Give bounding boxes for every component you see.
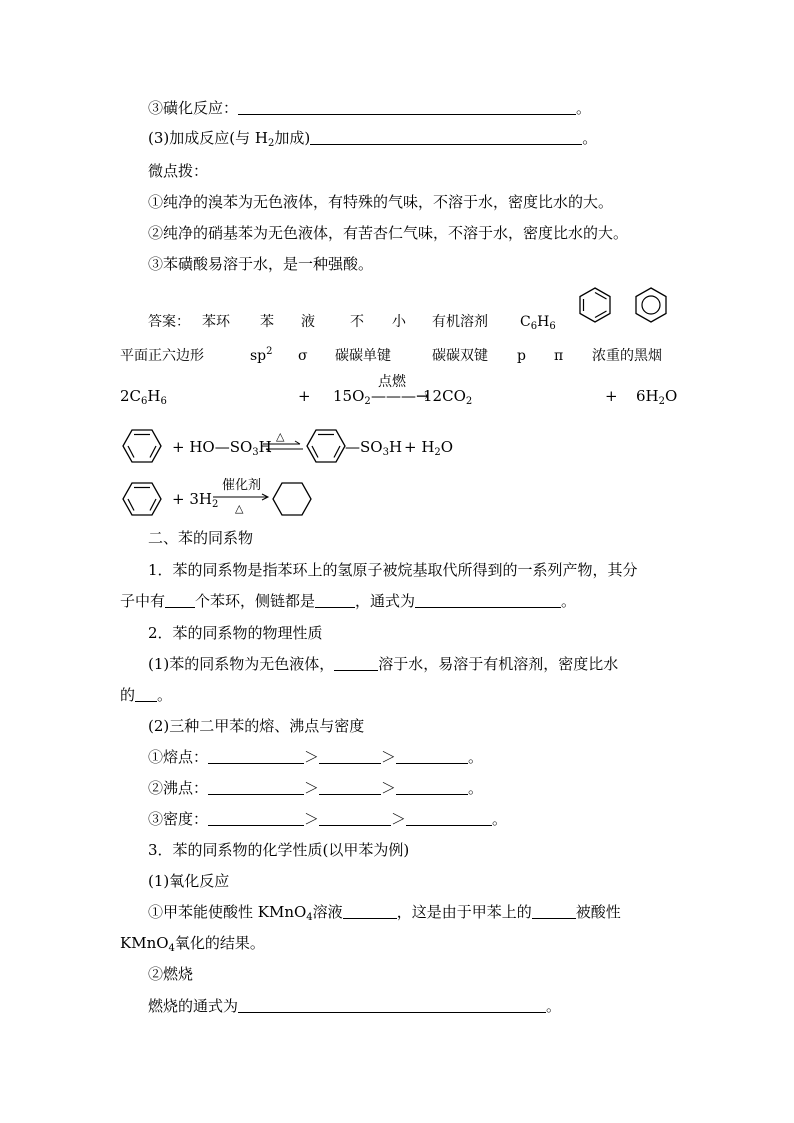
- gt-sign: ＞: [391, 810, 407, 828]
- answer-item: 碳碳双键: [432, 348, 488, 364]
- kekule-benzene-icon: [306, 428, 346, 464]
- tip-2: ②纯净的硝基苯为无色液体，有苦杏仁气味，不溶于水，密度比水的大。: [148, 224, 629, 242]
- paragraph-2-1a: [148, 654, 618, 674]
- answer-item: 有机溶剂: [432, 314, 488, 330]
- cyclohexane-icon: [272, 481, 312, 517]
- text-part: 子中有: [120, 592, 166, 610]
- text-part: ③密度：: [148, 810, 209, 828]
- benzene-formula: [520, 312, 556, 332]
- period: 。: [157, 686, 173, 704]
- paragraph-3-3: [148, 996, 561, 1016]
- answer-blank[interactable]: [315, 593, 355, 608]
- period: 。: [468, 748, 484, 766]
- sulfonation-reagent: [172, 437, 272, 457]
- answer-blank[interactable]: [208, 749, 304, 764]
- answer-blank[interactable]: [396, 780, 468, 795]
- period: 。: [582, 129, 598, 147]
- formula-part: + HO—SO: [172, 438, 253, 456]
- text-part: 溶液: [312, 903, 343, 921]
- answer-blank[interactable]: [310, 130, 582, 145]
- sulfonation-water: [404, 437, 453, 457]
- text-part: 被酸性: [575, 903, 621, 921]
- answer-item: π: [554, 348, 564, 364]
- answer-item-sp2: [250, 346, 273, 366]
- subscript: 6: [160, 396, 167, 407]
- subscript: 2: [658, 396, 665, 407]
- text-part: ①甲苯能使酸性 KMnO: [148, 903, 307, 921]
- tip-1: ①纯净的溴苯为无色液体，有特殊的气味，不溶于水，密度比水的大。: [148, 193, 614, 211]
- formula-part: sp: [250, 348, 267, 364]
- combustion-condition: 点燃: [378, 374, 406, 390]
- combustion-co2: [423, 386, 472, 406]
- paragraph-3-1: (1)氧化反应: [148, 872, 230, 890]
- subscript: 2: [267, 138, 275, 149]
- sulfonation-product: [345, 437, 402, 457]
- combustion-water: [636, 386, 677, 406]
- kekule-benzene-icon: [575, 285, 615, 325]
- text-part: ，通式为: [355, 592, 416, 610]
- text-part: 溶于水，易溶于有机溶剂，密度比水: [378, 655, 619, 673]
- equilibrium-arrow-icon: [262, 440, 304, 454]
- gt-sign: ＞: [381, 748, 397, 766]
- plus-sign: +: [605, 387, 618, 405]
- formula-part: O: [440, 438, 454, 456]
- formula-part: H: [537, 314, 550, 330]
- answer-blank[interactable]: [415, 593, 561, 608]
- subscript: 2: [364, 396, 371, 407]
- answer-blank[interactable]: [208, 811, 304, 826]
- section-title: 二、苯的同系物: [148, 529, 254, 547]
- answer-item: 苯环: [202, 314, 230, 330]
- answer-item: 小: [392, 314, 406, 330]
- tip-3: ③苯磺酸易溶于水，是一种强酸。: [148, 255, 374, 273]
- formula-part: C: [520, 314, 531, 330]
- paragraph-1a: 1．苯的同系物是指苯环上的氢原子被烷基取代所得到的一系列产物，其分: [148, 561, 638, 579]
- formula-part: O: [665, 387, 678, 405]
- answer-blank[interactable]: [135, 687, 157, 702]
- formula-part: H: [258, 438, 272, 456]
- formula-part: H: [388, 438, 403, 456]
- addition-label: (3)加成反应(与 H: [148, 129, 268, 147]
- formula-part: 12CO: [423, 387, 466, 405]
- hydrogenation-catalyst: 催化剂: [222, 478, 262, 493]
- subscript: 6: [141, 396, 148, 407]
- melting-point-line: [148, 747, 483, 767]
- formula-part: 2C: [120, 387, 142, 405]
- answer-item: p: [517, 348, 526, 364]
- answer-blank[interactable]: [208, 780, 304, 795]
- gt-sign: ＞: [381, 779, 397, 797]
- answer-blank[interactable]: [334, 656, 378, 671]
- subscript: 4: [168, 943, 175, 954]
- subscript: 3: [382, 447, 389, 458]
- sulfonation-condition: △: [276, 430, 285, 443]
- answer-blank[interactable]: [319, 749, 381, 764]
- period: 。: [492, 810, 508, 828]
- text-part: ，这是由于甲苯上的: [396, 903, 532, 921]
- boiling-point-line: [148, 778, 483, 798]
- aromatic-benzene-icon: [631, 285, 671, 325]
- text-part: 个苯环，侧链都是: [195, 592, 316, 610]
- hydrogenation-condition: △: [235, 502, 244, 515]
- subscript: 4: [306, 912, 313, 923]
- formula-part: + 3H: [172, 490, 212, 508]
- sulfonation-line: [148, 98, 591, 118]
- paragraph-3-2: ②燃烧: [148, 965, 194, 983]
- addition-label-end: 加成): [274, 129, 311, 147]
- paragraph-2-2: (2)三种二甲苯的熔、沸点与密度: [148, 717, 365, 735]
- answer-blank[interactable]: [343, 904, 397, 919]
- subscript: 6: [530, 321, 538, 332]
- subscript: 3: [252, 447, 259, 458]
- subscript: 2: [434, 447, 441, 458]
- subscript: 2: [211, 499, 219, 510]
- answer-blank[interactable]: [532, 904, 576, 919]
- text-part: 的: [120, 686, 136, 704]
- paragraph-3: 3．苯的同系物的化学性质(以甲苯为例): [148, 841, 410, 859]
- subscript: 6: [549, 321, 556, 332]
- answer-item: 苯: [260, 314, 274, 330]
- sulfonation-label: ③磺化反应：: [148, 99, 239, 117]
- answer-item: 不: [350, 314, 364, 330]
- answer-blank[interactable]: [319, 811, 391, 826]
- answer-label: 答案：: [148, 314, 190, 330]
- paragraph-2-1b: [120, 685, 172, 705]
- paragraph-3-1a: [148, 902, 621, 922]
- subscript: 2: [465, 396, 473, 407]
- answer-item: σ: [298, 348, 308, 364]
- plus-sign: +: [298, 387, 311, 405]
- combustion-arrow: ———→: [371, 387, 429, 405]
- text-part: (1)苯的同系物为无色液体，: [148, 655, 335, 673]
- answer-item: 平面正六边形: [120, 348, 204, 364]
- text-part: 氧化的结果。: [174, 934, 265, 952]
- gt-sign: ＞: [304, 810, 320, 828]
- period: 。: [576, 99, 592, 117]
- paragraph-2: 2．苯的同系物的物理性质: [148, 624, 323, 642]
- answer-item: 浓重的黑烟: [592, 348, 662, 364]
- superscript: 2: [266, 346, 273, 357]
- formula-part: —SO: [345, 438, 383, 456]
- answer-blank[interactable]: [406, 811, 492, 826]
- text-part: ②沸点：: [148, 779, 209, 797]
- formula-part: 6H: [636, 387, 659, 405]
- answer-item: 碳碳单键: [335, 348, 391, 364]
- text-part: ①熔点：: [148, 748, 209, 766]
- answer-blank[interactable]: [396, 749, 468, 764]
- paragraph-1b: [120, 591, 576, 611]
- addition-line: [148, 128, 597, 148]
- answer-blank[interactable]: [165, 593, 195, 608]
- period: 。: [468, 779, 484, 797]
- combustion-reactant: [120, 386, 167, 406]
- answer-item: 液: [301, 314, 315, 330]
- density-line: [148, 809, 507, 829]
- gt-sign: ＞: [304, 748, 320, 766]
- answer-blank[interactable]: [238, 100, 576, 115]
- gt-sign: ＞: [304, 779, 320, 797]
- formula-part: H: [147, 387, 161, 405]
- tip-title: 微点拨：: [148, 162, 209, 180]
- text-part: 燃烧的通式为: [148, 997, 239, 1015]
- kekule-benzene-icon: [122, 481, 162, 517]
- period: 。: [546, 997, 562, 1015]
- formula-part: 15O: [333, 387, 365, 405]
- period: 。: [561, 592, 577, 610]
- kekule-benzene-icon: [122, 428, 162, 464]
- answer-blank[interactable]: [238, 998, 546, 1013]
- answer-blank[interactable]: [319, 780, 381, 795]
- combustion-o2: [333, 386, 371, 406]
- formula-part: + H: [404, 438, 435, 456]
- paragraph-3-1b: [120, 933, 265, 953]
- text-part: KMnO: [120, 934, 169, 952]
